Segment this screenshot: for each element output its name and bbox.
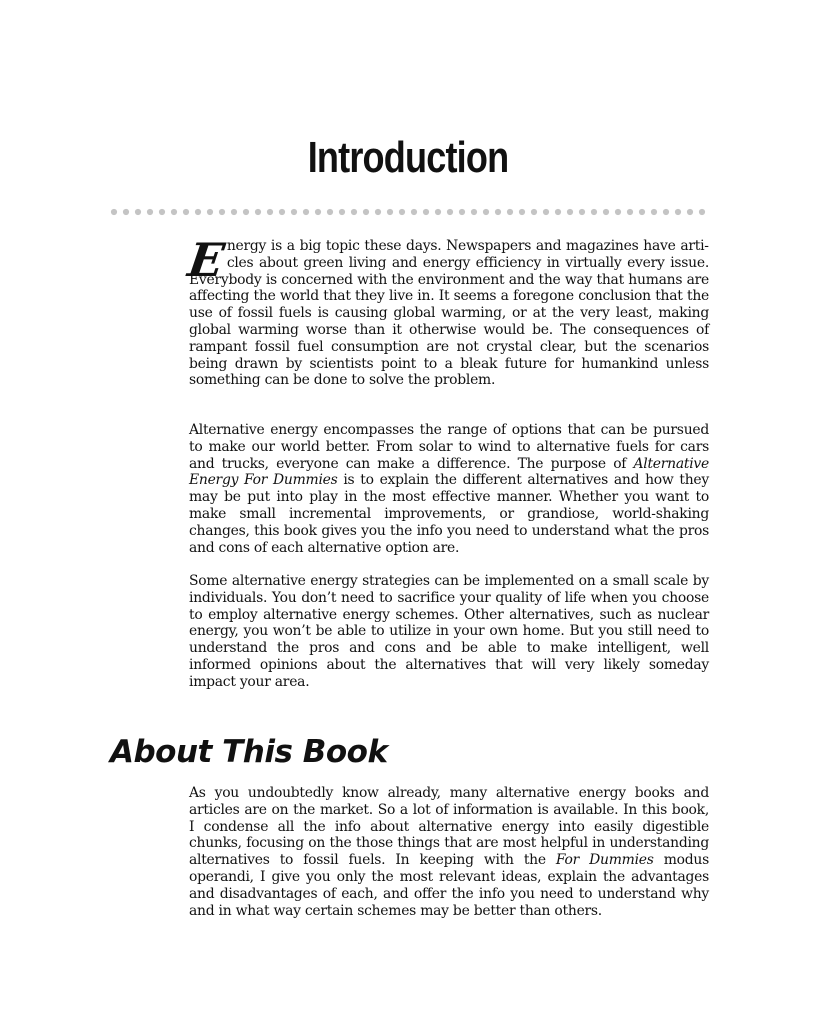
divider-dot xyxy=(291,209,297,215)
divider-dot xyxy=(411,209,417,215)
divider-dot xyxy=(435,209,441,215)
section-heading-about-this-book: About This Book xyxy=(110,734,388,770)
divider-dot xyxy=(567,209,573,215)
about-paragraph-1 xyxy=(189,785,709,919)
divider-dot xyxy=(603,209,609,215)
divider-dot xyxy=(195,209,201,215)
divider-dot xyxy=(543,209,549,215)
intro-paragraph-1-text: nergy is a big topic these days. Newspapers and magazines have articles about green living and energy efficiency in virtually every issue. Everybody is concerned with the environment and the way that humans are affecting the world that they live in. It seems a foregone conclusion that the use of fossil fuels is causing global warming, or at the very least, making global warming worse than it otherwise would be. The consequences of rampant fossil fuel consumption are not crystal clear, but the scenarios being drawn by scientists point to a bleak future for humankind unless something can be done to solve the problem. xyxy=(189,238,709,389)
divider-dot xyxy=(339,209,345,215)
about-paragraph-1-text-b: modus operandi, I give you only the most relevant ideas, explain the advantages and disadvantages of each, and offer the info you need to understand why and in what way certain schemes may be better than others. xyxy=(189,852,709,919)
drop-cap: E xyxy=(184,233,228,287)
divider-dot xyxy=(615,209,621,215)
divider-dot xyxy=(555,209,561,215)
divider-dot xyxy=(351,209,357,215)
divider-dot xyxy=(327,209,333,215)
intro-paragraph-2-text-b: is to explain the different alternatives and how they may be put into play in the most effective manner. Whether you want to make small incremental improvements, or grandiose, world-shaking changes, this book gives you the info you need to understand what the pros and cons of each alternative option are. xyxy=(189,472,709,556)
divider-dot xyxy=(123,209,129,215)
divider-dot xyxy=(651,209,657,215)
divider-dot xyxy=(459,209,465,215)
divider-dot xyxy=(471,209,477,215)
divider-dot xyxy=(171,209,177,215)
intro-paragraph-1 xyxy=(184,233,709,389)
intro-paragraph-2-text-a: Alternative energy encompasses the range of options that can be pursued to make our world better. From solar to wind to alternative fuels for cars and trucks, everyone can make a difference. The purpose of xyxy=(189,422,709,472)
divider-dot xyxy=(207,209,213,215)
divider-dot xyxy=(219,209,225,215)
divider-dot xyxy=(243,209,249,215)
divider-dot xyxy=(531,209,537,215)
book-title-italic: Alternative Energy For Dummies xyxy=(189,455,709,489)
divider-dot xyxy=(663,209,669,215)
divider-dot xyxy=(483,209,489,215)
divider-dot xyxy=(387,209,393,215)
divider-dot xyxy=(135,209,141,215)
divider-dot xyxy=(591,209,597,215)
divider-dot xyxy=(303,209,309,215)
about-paragraph-1-text-a: As you undoubtedly know already, many alternative energy books and articles are on the market. So a lot of information is available. In this book, I condense all the info about alternative energy into easily digestible chunks, focusing on the those things that are most helpful in understanding alternatives to fossil fuels. In keeping with the xyxy=(189,785,709,869)
divider-dot xyxy=(111,209,117,215)
brand-italic: For Dummies xyxy=(555,852,654,869)
divider-dot xyxy=(267,209,273,215)
intro-paragraph-3 xyxy=(189,573,709,691)
divider-dot xyxy=(255,209,261,215)
divider-dot xyxy=(507,209,513,215)
divider-dot xyxy=(183,209,189,215)
divider-dot xyxy=(159,209,165,215)
divider-dot xyxy=(447,209,453,215)
divider-dot xyxy=(639,209,645,215)
divider-dot xyxy=(687,209,693,215)
divider-dot xyxy=(675,209,681,215)
divider-dot xyxy=(495,209,501,215)
divider-dot xyxy=(627,209,633,215)
divider-dot xyxy=(375,209,381,215)
divider-dot xyxy=(363,209,369,215)
divider-dot xyxy=(231,209,237,215)
divider-dot xyxy=(315,209,321,215)
intro-paragraph-3-text: Some alternative energy strategies can be implemented on a small scale by individuals. You don’t need to sacrifice your quality of life when you choose to employ alternative energy schemes. Other alternatives, such as nuclear energy, you won’t be able to utilize in your own home. But you still need to understand the pros and cons and be able to make intelligent, well informed opinions about the alternatives that will very likely someday impact your area. xyxy=(189,573,709,690)
divider-dot xyxy=(147,209,153,215)
divider-dot xyxy=(423,209,429,215)
intro-paragraph-2 xyxy=(189,422,709,556)
divider-dot xyxy=(699,209,705,215)
divider-dot xyxy=(579,209,585,215)
divider-dot xyxy=(279,209,285,215)
divider-dot xyxy=(519,209,525,215)
dotted-divider xyxy=(110,206,710,218)
divider-dot xyxy=(399,209,405,215)
page-title: Introduction xyxy=(307,133,509,182)
